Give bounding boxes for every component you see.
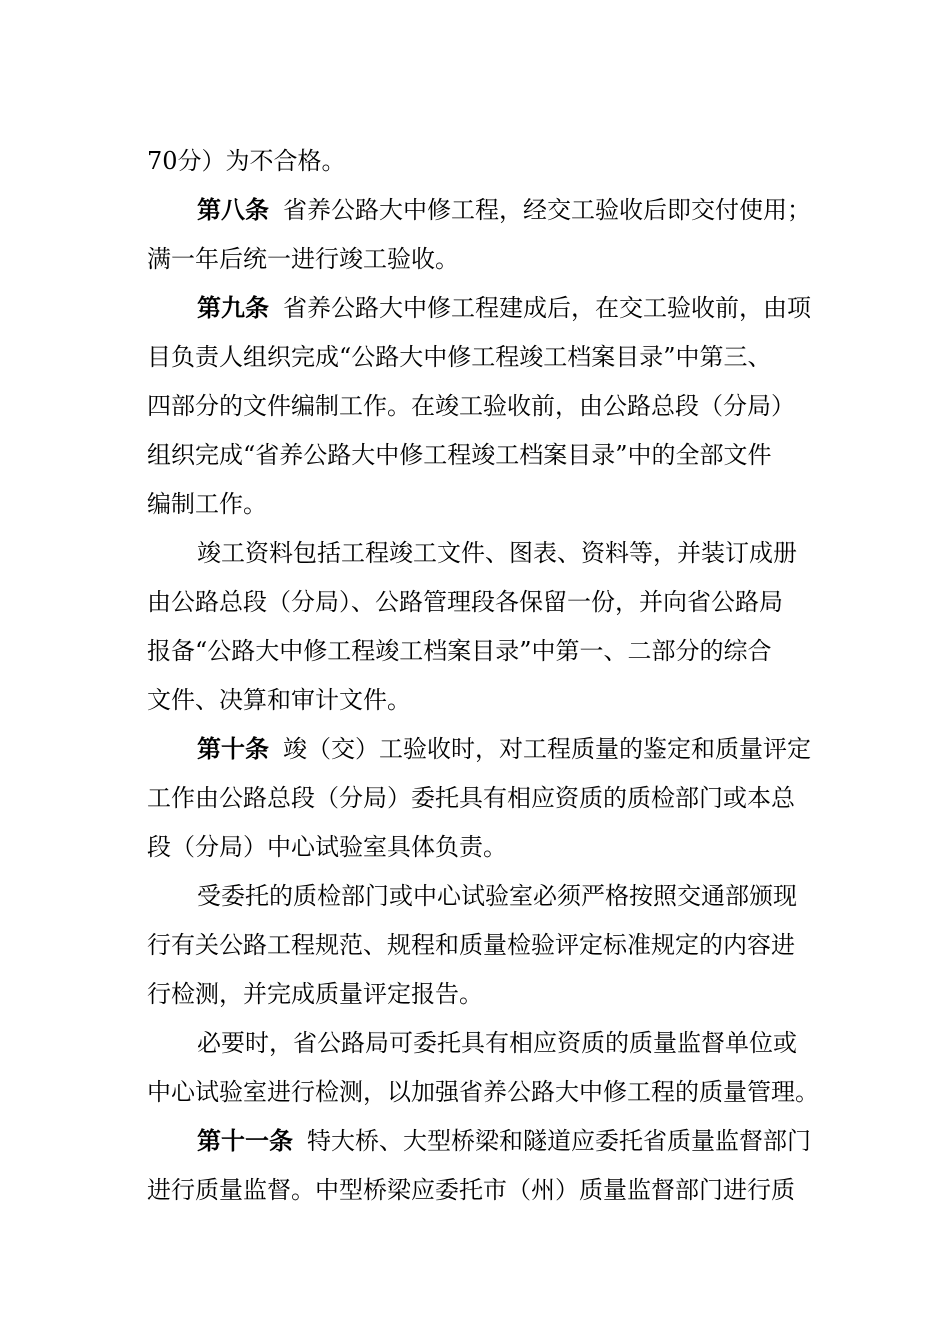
paragraph-line — [197, 538, 852, 568]
paragraph-line — [147, 391, 852, 421]
paragraph-line — [197, 1028, 852, 1058]
paragraph-line — [147, 1077, 852, 1107]
line-text: 满一年后统一进行竣工验收。 — [147, 245, 459, 273]
line-text: 行有关公路工程规范、规程和质量检验评定标准规定的内容进 — [147, 931, 795, 959]
line-text: 省养公路大中修工程建成后，在交工验收前，由项 — [283, 294, 811, 322]
article-11-heading-line — [197, 1126, 852, 1156]
article-8-title: 第八条 — [197, 196, 269, 224]
article-8-heading-line — [197, 195, 852, 225]
paragraph-line — [197, 881, 852, 911]
paragraph-line — [147, 489, 852, 519]
line-text: 竣（交）工验收时，对工程质量的鉴定和质量评定 — [283, 735, 811, 763]
line-text: 组织完成“省养公路大中修工程竣工档案目录”中的全部文件 — [147, 441, 772, 469]
paragraph-line — [147, 685, 852, 715]
line-text: 竣工资料包括工程竣工文件、图表、资料等，并装订成册 — [197, 539, 797, 567]
paragraph-line — [147, 244, 852, 274]
line-text: 中心试验室进行检测，以加强省养公路大中修工程的质量管理。 — [147, 1078, 819, 1106]
article-10-title: 第十条 — [197, 735, 269, 763]
paragraph-line — [147, 342, 852, 372]
line-text: 进行质量监督。中型桥梁应委托市（州）质量监督部门进行质 — [147, 1176, 795, 1204]
line-text: 编制工作。 — [147, 490, 267, 518]
line-text: 四部分的文件编制工作。在竣工验收前，由公路总段（分局） — [147, 392, 795, 420]
paragraph-line — [147, 930, 852, 960]
paragraph-line — [147, 979, 852, 1009]
paragraph-line — [147, 832, 852, 862]
paragraph-line — [147, 587, 852, 617]
article-9-title: 第九条 — [197, 294, 269, 322]
line-text: 报备“公路大中修工程竣工档案目录”中第一、二部分的综合 — [147, 637, 772, 665]
line-text: 工作由公路总段（分局）委托具有相应资质的质检部门或本总 — [147, 784, 795, 812]
line-text: 文件、决算和审计文件。 — [147, 686, 411, 714]
article-9-heading-line — [197, 293, 852, 323]
article-10-heading-line — [197, 734, 852, 764]
line-text: 由公路总段（分局）、公路管理段各保留一份，并向省公路局 — [147, 588, 783, 616]
paragraph-line — [147, 783, 852, 813]
line-text: 特大桥、大型桥梁和隧道应委托省质量监督部门 — [307, 1127, 811, 1155]
article-11-title: 第十一条 — [197, 1127, 293, 1155]
line-text: 目负责人组织完成“公路大中修工程竣工档案目录”中第三、 — [147, 343, 772, 371]
line-text: 70分）为不合格。 — [147, 147, 346, 175]
paragraph-line — [147, 146, 852, 176]
paragraph-line — [147, 1175, 852, 1205]
line-text: 受委托的质检部门或中心试验室必须严格按照交通部颁现 — [197, 882, 797, 910]
line-text: 省养公路大中修工程，经交工验收后即交付使用； — [283, 196, 811, 224]
paragraph-line — [147, 440, 852, 470]
line-text: 必要时，省公路局可委托具有相应资质的质量监督单位或 — [197, 1029, 797, 1057]
line-text: 段（分局）中心试验室具体负责。 — [147, 833, 507, 861]
line-text: 行检测，并完成质量评定报告。 — [147, 980, 483, 1008]
paragraph-line — [147, 636, 852, 666]
